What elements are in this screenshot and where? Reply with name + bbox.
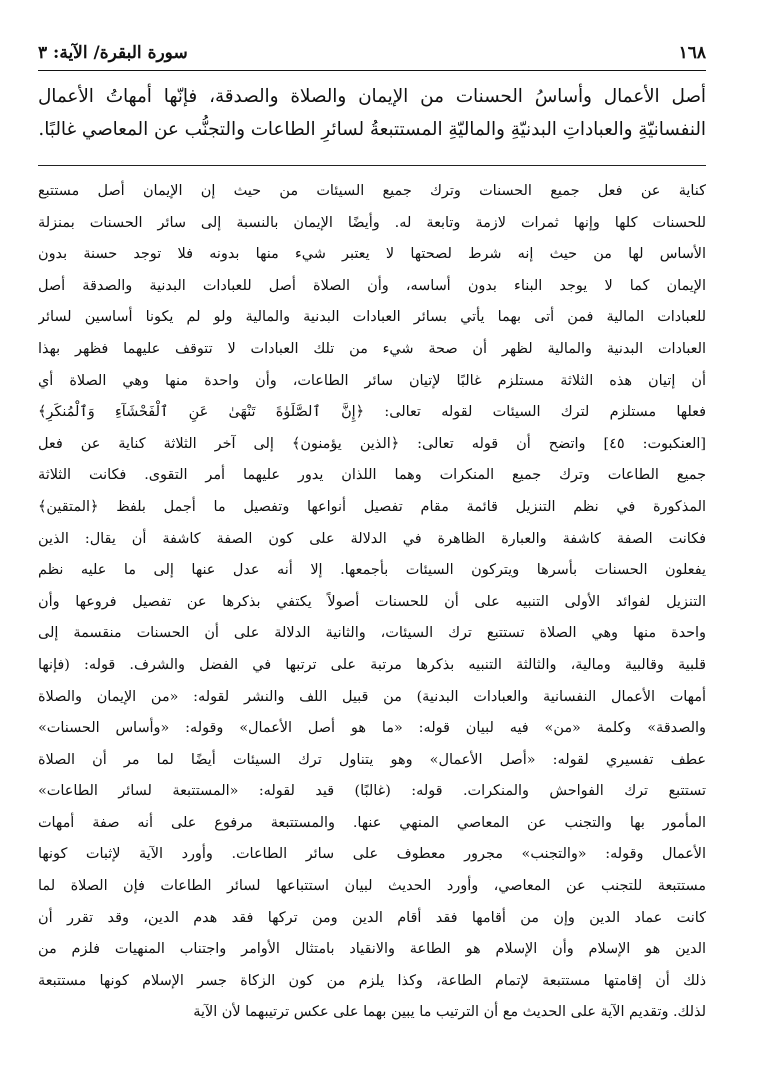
commentary-line: أمهات الأعمال النفسانية والعبادات البدنية) من قبيل اللف والنشر لقوله: «من الإيمان والصلاة [38, 688, 706, 705]
commentary-line: قلبية وقالبية ومالية، والثالثة التنبيه بذكرها مرتبة على ترتبها في الفضل والشرف. قوله: (فإنها [38, 656, 706, 673]
commentary-line: عطف تفسيري لقوله: «أصل الأعمال» وهو يتناول ترك السيئات أيضًا لما مر أن الصلاة [38, 751, 706, 768]
separator-rule [38, 165, 706, 166]
commentary-line: يفعلون الحسنات بأسرها ويتركون السيئات بأجمعها. إلا أنه عدل عنها إلى ما عليه نظم [38, 562, 706, 579]
commentary-line: فكانت الصفة كاشفة والعبارة الظاهرة في الدلالة على كون الصفة كاشفة أن يقال: الذين [38, 530, 706, 547]
commentary-line: جميع الطاعات وترك جميع المنكرات وهما اللذان يدور عليهما أمر التقوى. فكانت الثلاثة [38, 467, 706, 484]
commentary-line: للعبادات المالية فمن أتى بهما يأتي بسائر العبادات البدنية والمالية ولو لم يكونا أساسين لسائر [38, 309, 706, 326]
header-rule [38, 70, 706, 71]
running-header [38, 40, 706, 66]
commentary-line: [العنكبوت: ٤٥] واتضح أن قوله تعالى: ﴿الذين يؤمنون﴾ إلى آخر الثلاثة كناية عن فعل [38, 435, 706, 452]
commentary-line: كناية عن فعل جميع الحسنات وترك جميع السيئات من حيث إن الإيمان أصل مستتبع [38, 183, 706, 199]
commentary-line: والصدقة» وكلمة «من» فيه لبيان قوله: «ما هو أصل الأعمال» وقوله: «وأساس الحسنات» [38, 720, 706, 737]
page-number: ١٦٨ [678, 43, 706, 63]
main-text-line: أصل الأعمال وأساسُ الحسنات من الإيمان والصلاة والصدقة، فإنّها أمهاتُ الأعمال [38, 86, 706, 107]
commentary-line: المذكورة في نظم التنزيل قائمة مقام تفصيل أنواعها وتفصيل ما أجمل بلفظ ﴿المتقين﴾ [38, 498, 706, 515]
commentary-line: أن إتيان هذه الثلاثة مستلزم غالبًا لإتيان سائر الطاعات، وأن واحدة منها وهي الصلاة أي [38, 372, 706, 389]
surah-reference: سورة البقرة/ الآية: ٣ [38, 43, 188, 63]
commentary-line: ذلك أن إقامتها مستتبعة لإتمام الطاعة، وكذا يلزم من كون الزكاة جسر الإسلام كونها مستتبعة [38, 972, 706, 989]
commentary-line: فعلها مستلزم لترك السيئات لقوله تعالى: ﴿إِنَّ ٱلصَّلَوٰةَ تَنْهَىٰ عَنِ ٱلْفَحْشَآءِ وَٱلْمُنكَرِ﴾ [38, 404, 706, 421]
commentary-line: لذلك. وتقديم الآية على الحديث مع أن الترتيب ما يبين بهما على عكس ترتيبهما لأن الآية [193, 1004, 706, 1021]
commentary-line: الأعمال وقوله: «والتجنب» مجرور معطوف على سائر الطاعات. وأورد الآية لإثبات كونها [38, 846, 706, 863]
commentary-line: مستتبعة للتجنب عن المعاصي، وأورد الحديث لبيان استتباعها لسائر الطاعات فإن الصلاة لما [38, 878, 706, 895]
commentary-line: للحسنات كلها وإنها ثمرات لازمة وتابعة له. وأيضًا الإيمان بالنسبة إلى سائر الحسنات بمنزلة [38, 214, 706, 231]
commentary-line: التنزيل لفوائد الأولى التنبيه على أن للحسنات أصولاً يكتفي بذكرها عن تفصيل فروعها وأن [38, 593, 706, 610]
commentary-line: المأمور بها والتجنب عن المعاصي المنهي عنها. والمستتبعة مرفوع على أنه صفة أمهات [38, 814, 706, 831]
commentary-line: العبادات البدنية والمالية لظهر أن صحة شيء من تلك العبادات لا تتوقف عليهما فظهر بهذا [38, 340, 706, 357]
commentary-line: الأساس لها من حيث إنه شرط لصحتها لا يعتبر شيء منها بدونه فلا توجد حسنة بدون [38, 246, 706, 263]
commentary-line: الإيمان كما لا يوجد البناء بدون أساسه، وأن الصلاة أصل للعبادات البدنية والصدقة أصل [38, 277, 706, 294]
commentary-text [38, 176, 706, 1029]
commentary-line: الدين هو الإسلام وأن الإسلام هو الطاعة والانقياد بامتثال الأوامر واجتناب المنهيات فلزم من [38, 941, 706, 958]
main-text [38, 80, 706, 146]
commentary-line: واحدة منها وهي الصلاة تستتبع ترك السيئات، والثانية الدلالة على أن الحسنات منقسمة إلى [38, 625, 706, 642]
main-text-line: النفسانيّةِ والعباداتِ البدنيّةِ والماليّةِ المستتبعةُ لسائرِ الطاعات والتجنُّب عن المعاصي غالبًا. [38, 119, 706, 140]
commentary-line: تستتبع ترك الفواحش والمنكرات. قوله: (غالبًا) قيد لقوله: «المستتبعة لسائر الطاعات» [38, 783, 706, 800]
commentary-line: كانت عماد الدين وإن من أقامها فقد أقام الدين ومن تركها فقد هدم الدين، وقد تقرر أن [38, 909, 706, 926]
